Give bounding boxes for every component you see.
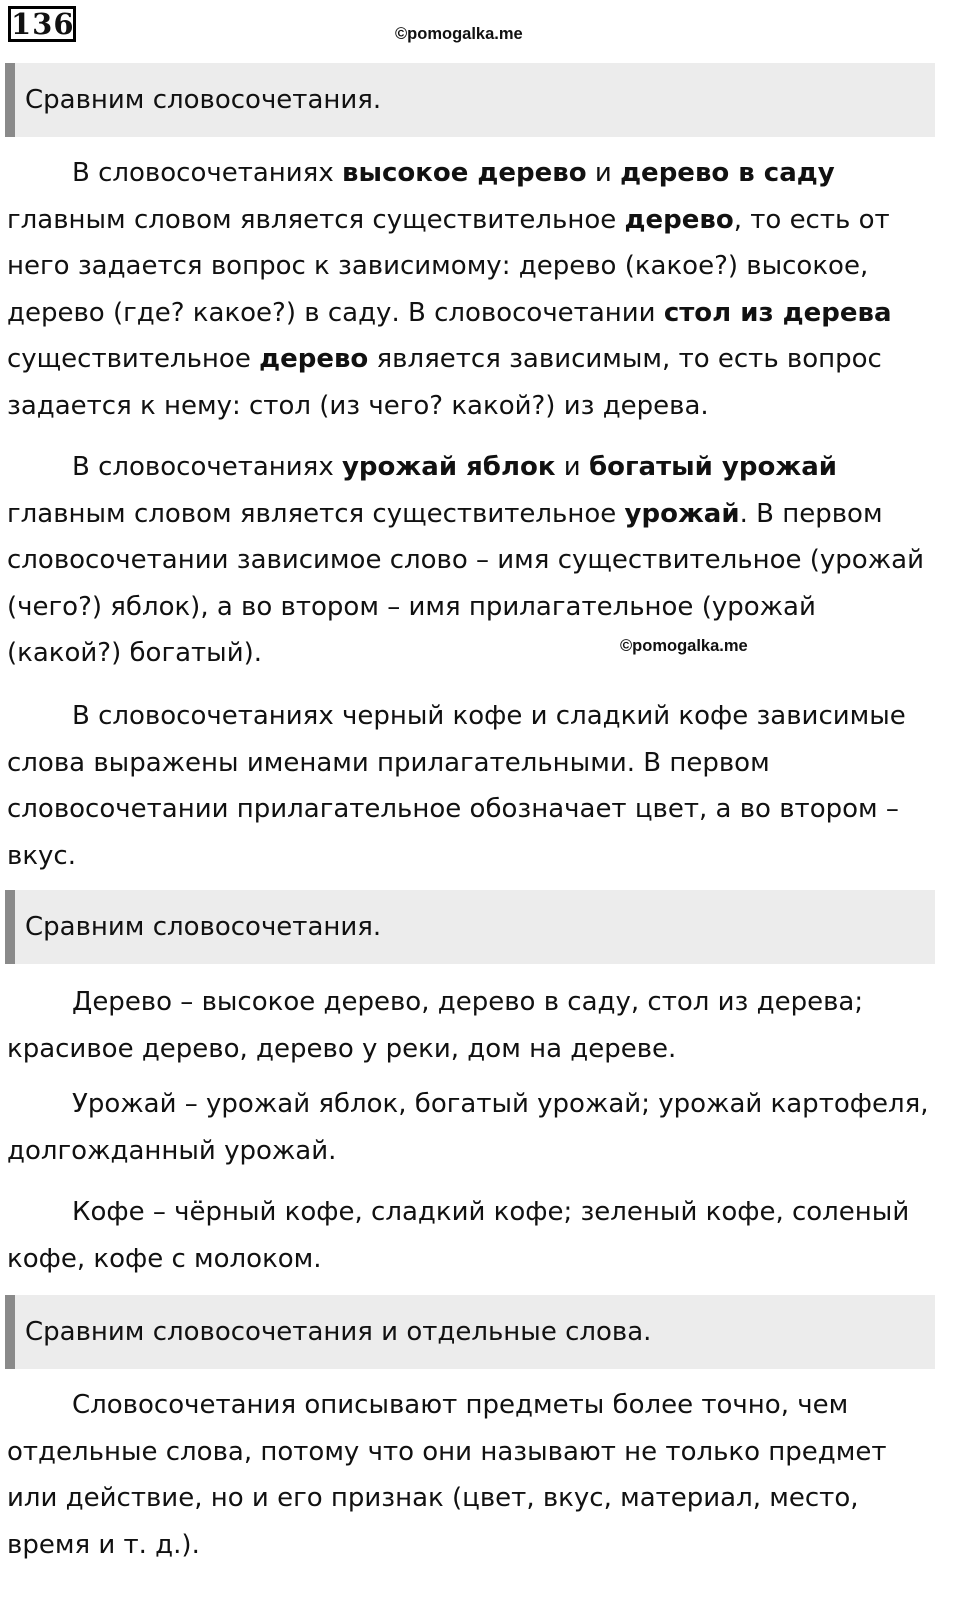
- section1-paragraph1: В словосочетаниях высокое дерево и дерево в саду главным словом является существительное дерево, то есть от него задается вопрос к зависимому: дерево (какое?) высокое, дерево (где? какое?) в саду. В словосочетании стол из дерева существительное дерево является зависимым, то есть вопрос задается к нему: стол (из чего? какой?) из дерева.: [7, 150, 937, 429]
- section2-paragraph1: Дерево – высокое дерево, дерево в саду, стол из дерева; красивое дерево, дерево у реки, дом на дереве.: [7, 987, 864, 1064]
- section2-heading: Сравним словосочетания.: [5, 890, 935, 964]
- task-number: 136: [8, 6, 76, 42]
- s1p2-line1: В словосочетаниях урожай яблок и богатый урожай: [72, 452, 837, 482]
- section1-paragraph2: В словосочетаниях урожай яблок и богатый урожай главным словом является существительное урожай. В первом словосочетании зависимое слово – имя существительное (урожай (чего?) яблок), а во втором – имя прилагательное (урожай (какой?) богатый).: [7, 444, 937, 677]
- section1-paragraph3: В словосочетаниях черный кофе и сладкий кофе зависимые слова выражены именами прилагательными. В первом словосочетании прилагательное обозначает цвет, а во втором – вкус.: [7, 701, 906, 871]
- watermark-top: ©pomogalka.me: [395, 25, 523, 43]
- s1p1-line1: В словосочетаниях высокое дерево и дерево в саду: [72, 158, 835, 188]
- section3-heading: Сравним словосочетания и отдельные слова.: [5, 1295, 935, 1369]
- watermark-middle: ©pomogalka.me: [620, 637, 748, 655]
- section1-heading: Сравним словосочетания.: [5, 63, 935, 137]
- section2-paragraph3: Кофе – чёрный кофе, сладкий кофе; зеленый кофе, соленый кофе, кофе с молоком.: [7, 1197, 910, 1274]
- section3-paragraph1: Словосочетания описывают предметы более точно, чем отдельные слова, потому что они называют не только предмет или действие, но и его признак (цвет, вкус, материал, место, время и т. д.).: [7, 1390, 887, 1560]
- section2-paragraph2: Урожай – урожай яблок, богатый урожай; урожай картофеля, долгожданный урожай.: [7, 1089, 929, 1166]
